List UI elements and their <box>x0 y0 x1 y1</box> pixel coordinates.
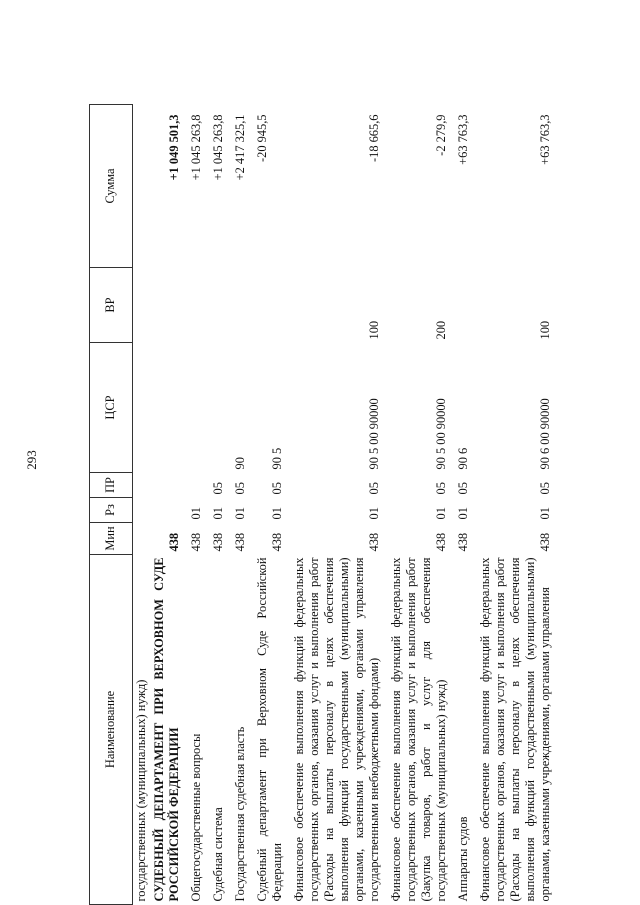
min-cell: 438 <box>538 532 552 552</box>
rz-cell: 01 <box>189 507 203 520</box>
table-row <box>385 105 452 905</box>
csr-cell <box>151 343 185 473</box>
vr-cell <box>151 268 185 343</box>
header-csr: ЦСР <box>90 343 133 473</box>
table-row <box>288 105 385 905</box>
csr-cell: 90 6 <box>456 447 470 470</box>
csr-cell: 90 <box>233 457 247 470</box>
min-cell: 438 <box>367 532 381 552</box>
header-pr: ПР <box>90 473 133 498</box>
table-row <box>229 105 251 905</box>
csr-cell: 90 5 00 90000 <box>367 398 381 470</box>
csr-cell: 90 5 00 90000 <box>434 398 448 470</box>
table-row <box>151 105 185 905</box>
sum-cell: +63 763,3 <box>456 114 470 165</box>
min-cell: 438 <box>211 532 225 552</box>
csr-cell: 90 5 <box>270 447 284 470</box>
table-row <box>207 105 229 905</box>
header-vr: ВР <box>90 268 133 343</box>
table-row-fragment <box>133 105 152 905</box>
pr-cell: 05 <box>434 482 448 495</box>
budget-table-rotated <box>89 105 579 905</box>
vr-cell <box>251 268 288 343</box>
vr-cell <box>229 268 251 343</box>
name-cell: Судебная система <box>211 807 225 902</box>
sum-cell: +1 045 263,8 <box>211 114 225 181</box>
table-header-row <box>90 105 133 905</box>
vr-cell: 100 <box>538 320 552 340</box>
sum-cell: -20 945,5 <box>255 114 269 162</box>
sum-cell: -18 665,6 <box>367 114 381 162</box>
name-cell: Общегосударственные вопросы <box>189 733 203 902</box>
rz-cell <box>151 498 185 523</box>
name-cell: Финансовое обеспечение выполнения функций федеральных государственных органов, оказания услуг и выполнения работ (Расходы на выплаты персоналу в целях обеспечения выполнения функций государственными (муниципальными) органами, казенными учреждениями, органами управления государственными внебюджетными фондами) <box>292 557 381 902</box>
csr-cell <box>185 343 207 473</box>
rz-cell: 01 <box>270 507 284 520</box>
rz-cell: 01 <box>456 507 470 520</box>
rz-cell: 01 <box>367 507 381 520</box>
min-cell: 438 <box>456 532 470 552</box>
csr-cell: 90 6 00 90000 <box>538 398 552 470</box>
vr-cell: 100 <box>367 320 381 340</box>
rz-cell: 01 <box>434 507 448 520</box>
min-cell: 438 <box>167 532 181 552</box>
table-row <box>452 105 474 905</box>
table-row <box>474 105 556 905</box>
vr-cell <box>452 268 474 343</box>
pr-cell: 05 <box>270 482 284 495</box>
pr-cell: 05 <box>367 482 381 495</box>
rz-cell: 01 <box>538 507 552 520</box>
rz-cell: 01 <box>233 507 247 520</box>
table-row <box>251 105 288 905</box>
budget-table <box>89 104 556 905</box>
name-cell: Государственная судебная власть <box>233 726 247 902</box>
header-name: Наименование <box>90 555 133 905</box>
vr-cell <box>185 268 207 343</box>
name-cell: СУДЕБНЫЙ ДЕПАРТАМЕНТ ПРИ ВЕРХОВНОМ СУДЕ РОССИЙСКОЙ ФЕДЕРАЦИИ <box>152 557 181 902</box>
rz-cell: 01 <box>211 507 225 520</box>
header-rz: Рз <box>90 498 133 523</box>
name-cell: Аппараты судов <box>456 816 470 902</box>
page-number: 293 <box>23 450 39 470</box>
sum-cell: +2 417 325,1 <box>233 114 247 181</box>
pr-cell: 05 <box>456 482 470 495</box>
vr-cell <box>207 268 229 343</box>
name-cell: государственных (муниципальных) нужд) <box>134 679 148 902</box>
pr-cell <box>185 473 207 498</box>
pr-cell: 05 <box>211 482 225 495</box>
min-cell: 438 <box>189 532 203 552</box>
csr-cell <box>207 343 229 473</box>
name-cell: Судебный департамент при Верховном Суде Российской Федерации <box>255 557 284 902</box>
table-row <box>185 105 207 905</box>
min-cell: 438 <box>270 532 284 552</box>
pr-cell <box>151 473 185 498</box>
header-sum: Сумма <box>90 105 133 268</box>
min-cell: 438 <box>434 532 448 552</box>
header-min: Мин <box>90 523 133 555</box>
sum-cell: +63 763,3 <box>538 114 552 165</box>
sum-cell: +1 049 501,3 <box>167 114 181 181</box>
sum-cell: -2 279,9 <box>434 114 448 156</box>
pr-cell: 05 <box>538 482 552 495</box>
min-cell: 438 <box>233 532 247 552</box>
pr-cell: 05 <box>233 482 247 495</box>
name-cell: Финансовое обеспечение выполнения функций федеральных государственных органов, оказания услуг и выполнения работ (Расходы на выплаты персоналу в целях обеспечения выполнения функций государственными (муниципальными) органами, казенными учреждениями, органами управления <box>478 557 552 902</box>
sum-cell: +1 045 263,8 <box>189 114 203 181</box>
vr-cell: 200 <box>434 320 448 340</box>
name-cell: Финансовое обеспечение выполнения функций федеральных государственных органов, оказания услуг и выполнения работ (Закупка товаров, работ и услуг для обеспечения государственных (муниципальных) нужд) <box>389 557 448 902</box>
